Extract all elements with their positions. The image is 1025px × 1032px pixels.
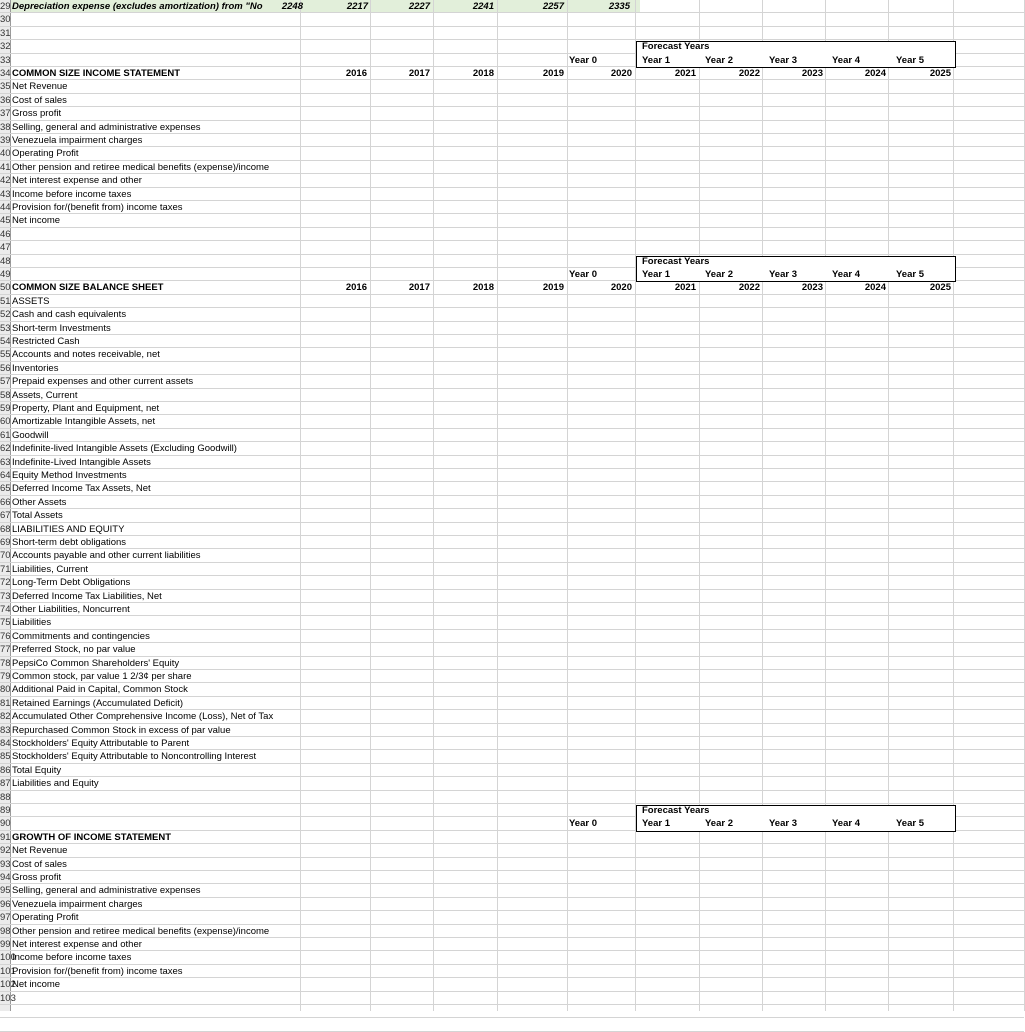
forecast-year-label[interactable]: Year 1	[642, 54, 670, 66]
row-number[interactable]: 29	[0, 1, 11, 12]
row-number[interactable]: 65	[0, 483, 11, 495]
row-number[interactable]: 66	[0, 496, 11, 508]
row-number[interactable]: 31	[0, 27, 11, 39]
column-gridline	[433, 0, 434, 1011]
row-number[interactable]: 58	[0, 389, 11, 401]
line-item-label[interactable]: Repurchased Common Stock in excess of par value	[12, 724, 231, 736]
line-item-label[interactable]: Selling, general and administrative expenses	[12, 885, 201, 897]
row-number[interactable]: 85	[0, 751, 11, 763]
forecast-year-label[interactable]: Year 5	[896, 54, 924, 66]
line-item-label[interactable]: Assets, Current	[12, 389, 78, 401]
row-number[interactable]: 64	[0, 470, 11, 481]
year-header[interactable]: 2019	[542, 68, 564, 79]
row-number[interactable]: 93	[0, 858, 11, 870]
line-item-label[interactable]: Cost of sales	[12, 858, 67, 870]
row-number[interactable]: 48	[0, 255, 11, 267]
line-item-label[interactable]: Accounts payable and other current liabilities	[12, 550, 201, 562]
line-item-label[interactable]: Accounts and notes receivable, net	[12, 349, 160, 361]
row-gridline	[0, 240, 1024, 241]
row-number[interactable]: 74	[0, 604, 11, 615]
depreciation-value[interactable]: 2257	[542, 1, 564, 12]
row-number[interactable]: 84	[0, 738, 11, 749]
row-number[interactable]: 63	[0, 456, 11, 468]
line-item-label[interactable]: Operating Profit	[12, 148, 79, 160]
line-item-label[interactable]: Selling, general and administrative expenses	[12, 121, 201, 133]
row-gridline	[0, 950, 1024, 951]
row-number[interactable]: 62	[0, 443, 11, 455]
row-number[interactable]: 92	[0, 845, 11, 857]
forecast-year-label[interactable]: Year 4	[832, 818, 860, 830]
year-header[interactable]: 2023	[801, 282, 823, 294]
column-gridline	[635, 0, 636, 1011]
year-header[interactable]: 2024	[864, 282, 886, 294]
row-number[interactable]: 69	[0, 537, 11, 548]
year-header[interactable]: 2022	[738, 282, 760, 294]
depreciation-value[interactable]: 2241	[472, 1, 494, 12]
line-item-label[interactable]: Other pension and retiree medical benefits (expense)/income	[12, 161, 270, 173]
row-gridline	[0, 857, 1024, 858]
year-header[interactable]: 2018	[472, 68, 494, 79]
line-item-label[interactable]: Venezuela impairment charges	[12, 898, 143, 910]
row-number[interactable]: 38	[0, 121, 11, 133]
row-number[interactable]: 77	[0, 644, 11, 656]
year-header[interactable]: 2021	[674, 282, 696, 294]
row-number[interactable]: 80	[0, 684, 11, 696]
row-gridline	[0, 468, 1024, 469]
year-header[interactable]: 2022	[738, 68, 760, 79]
line-item-label[interactable]: Equity Method Investments	[12, 470, 127, 481]
row-gridline	[0, 1017, 1024, 1018]
line-item-label[interactable]: Other pension and retiree medical benefits (expense)/income	[12, 925, 270, 937]
line-item-label[interactable]: Cost of sales	[12, 94, 67, 106]
year-header[interactable]: 2021	[674, 68, 696, 79]
year-header[interactable]: 2017	[408, 68, 430, 79]
row-gridline	[0, 910, 1024, 911]
line-item-label[interactable]: Restricted Cash	[12, 336, 80, 347]
line-item-label[interactable]: Deferred Income Tax Liabilities, Net	[12, 590, 162, 602]
row-number[interactable]: 55	[0, 349, 11, 361]
row-number[interactable]: 39	[0, 135, 11, 146]
row-gridline	[0, 187, 1024, 188]
line-item-label[interactable]: Gross profit	[12, 108, 62, 120]
line-item-label[interactable]: Prepaid expenses and other current assets	[12, 376, 194, 388]
row-number[interactable]: 51	[0, 295, 11, 307]
depreciation-label[interactable]: Depreciation expense (excludes amortization) from "No	[12, 1, 263, 12]
line-item-label[interactable]: Provision for/(benefit from) income taxes	[12, 202, 183, 213]
row-number[interactable]: 91	[0, 831, 11, 843]
line-item-label[interactable]: Income before income taxes	[12, 188, 132, 200]
year-header[interactable]: 2016	[345, 282, 367, 294]
column-gridline	[300, 0, 301, 1011]
row-number[interactable]: 89	[0, 805, 11, 816]
line-item-label[interactable]: Total Assets	[12, 510, 63, 522]
row-number[interactable]: 101	[0, 965, 16, 977]
row-gridline	[0, 481, 1024, 482]
line-item-label[interactable]: Total Equity	[12, 764, 62, 776]
row-number[interactable]: 100	[0, 952, 16, 964]
row-number[interactable]: 41	[0, 161, 11, 173]
row-gridline	[0, 870, 1024, 871]
line-item-label[interactable]: Net Revenue	[12, 845, 68, 857]
row-gridline	[0, 254, 1024, 255]
row-gridline	[0, 522, 1024, 523]
line-item-label[interactable]: Venezuela impairment charges	[12, 135, 143, 146]
section-title[interactable]: COMMON SIZE BALANCE SHEET	[12, 282, 164, 294]
year-header[interactable]: 2018	[472, 282, 494, 294]
year-header[interactable]: 2019	[542, 282, 564, 294]
line-item-label[interactable]: ASSETS	[12, 295, 50, 307]
line-item-label[interactable]: Indefinite-Lived Intangible Assets	[12, 456, 151, 468]
year-header[interactable]: 2016	[345, 68, 367, 79]
row-number[interactable]: 32	[0, 41, 11, 53]
forecast-year-label[interactable]: Year 4	[832, 269, 860, 280]
column-gridline	[953, 0, 954, 1011]
line-item-label[interactable]: Other Liabilities, Noncurrent	[12, 604, 130, 615]
row-number[interactable]: 71	[0, 563, 11, 575]
line-item-label[interactable]: Commitments and contingencies	[12, 630, 150, 642]
line-item-label[interactable]: Liabilities and Equity	[12, 778, 99, 790]
row-gridline	[0, 575, 1024, 576]
line-item-label[interactable]: Net interest expense and other	[12, 175, 142, 187]
row-number[interactable]: 75	[0, 617, 11, 629]
line-item-label[interactable]: Long-Term Debt Obligations	[12, 577, 131, 589]
line-item-label[interactable]: Income before income taxes	[12, 952, 132, 964]
row-number[interactable]: 103	[0, 992, 16, 1004]
line-item-label[interactable]: Stockholders' Equity Attributable to Noncontrolling Interest	[12, 751, 257, 763]
year-header[interactable]: 2025	[929, 68, 951, 79]
line-item-label[interactable]: Amortizable Intangible Assets, net	[12, 416, 156, 428]
row-number[interactable]: 34	[0, 68, 11, 79]
line-item-label[interactable]: Operating Profit	[12, 912, 79, 924]
row-number[interactable]: 59	[0, 403, 11, 414]
row-number[interactable]: 53	[0, 322, 11, 334]
year-header[interactable]: 2025	[929, 282, 951, 294]
column-gridline	[888, 0, 889, 1011]
section-title[interactable]: COMMON SIZE INCOME STATEMENT	[12, 68, 181, 79]
line-item-label[interactable]: Preferred Stock, no par value	[12, 644, 136, 656]
depreciation-value[interactable]: 2227	[408, 1, 430, 12]
line-item-label[interactable]: LIABILITIES AND EQUITY	[12, 523, 125, 535]
line-item-label[interactable]: Goodwill	[12, 429, 49, 441]
row-number[interactable]: 68	[0, 523, 11, 535]
line-item-label[interactable]: Liabilities, Current	[12, 563, 89, 575]
row-gridline	[0, 790, 1024, 791]
row-number[interactable]: 35	[0, 81, 11, 93]
row-number[interactable]: 83	[0, 724, 11, 736]
depreciation-value[interactable]: 2217	[346, 1, 368, 12]
row-gridline	[0, 26, 1024, 27]
year-header[interactable]: 2024	[864, 68, 886, 79]
row-number[interactable]: 82	[0, 711, 11, 723]
row-gridline	[0, 1004, 1024, 1005]
line-item-label[interactable]: Other Assets	[12, 496, 67, 508]
line-item-label[interactable]: Stockholders' Equity Attributable to Parent	[12, 738, 190, 749]
row-number[interactable]: 33	[0, 54, 11, 66]
column-gridline	[699, 0, 700, 1011]
forecast-title[interactable]: Forecast Years	[642, 41, 710, 53]
row-gridline	[0, 334, 1024, 335]
row-number[interactable]: 78	[0, 657, 11, 669]
column-gridline	[567, 0, 568, 1011]
row-number[interactable]: 88	[0, 791, 11, 803]
section-title[interactable]: GROWTH OF INCOME STATEMENT	[12, 831, 172, 843]
forecast-year-label[interactable]: Year 4	[832, 54, 860, 66]
line-item-label[interactable]: Short-term debt obligations	[12, 537, 127, 548]
row-number[interactable]: 45	[0, 215, 11, 227]
line-item-label[interactable]: Accumulated Other Comprehensive Income (Loss), Net of Tax	[12, 711, 274, 723]
row-gridline	[0, 508, 1024, 509]
row-number[interactable]: 46	[0, 228, 11, 240]
row-number[interactable]: 52	[0, 309, 11, 321]
row-gridline	[0, 93, 1024, 94]
depreciation-value[interactable]: 2335	[608, 1, 630, 12]
row-number[interactable]: 81	[0, 697, 11, 709]
year-header[interactable]: 2023	[801, 68, 823, 79]
forecast-title[interactable]: Forecast Years	[642, 255, 710, 267]
row-number[interactable]: 37	[0, 108, 11, 120]
forecast-year-label[interactable]: Year 3	[769, 54, 797, 66]
line-item-label[interactable]: Gross profit	[12, 872, 62, 883]
row-number[interactable]: 86	[0, 764, 11, 776]
year-0-label[interactable]: Year 0	[569, 818, 597, 830]
row-number[interactable]: 43	[0, 188, 11, 200]
year-header[interactable]: 2017	[408, 282, 430, 294]
row-number[interactable]: 30	[0, 14, 11, 26]
row-number[interactable]: 57	[0, 376, 11, 388]
forecast-year-label[interactable]: Year 2	[705, 54, 733, 66]
line-item-label[interactable]: Net interest expense and other	[12, 939, 142, 950]
row-number[interactable]: 47	[0, 242, 11, 254]
forecast-title[interactable]: Forecast Years	[642, 805, 710, 816]
row-gridline	[0, 991, 1024, 992]
line-item-label[interactable]: Cash and cash equivalents	[12, 309, 127, 321]
column-gridline	[825, 0, 826, 1011]
row-gridline	[0, 146, 1024, 147]
row-number[interactable]: 72	[0, 577, 11, 589]
row-gridline	[0, 535, 1024, 536]
row-gridline	[0, 803, 1024, 804]
row-gridline	[0, 227, 1024, 228]
row-number[interactable]: 76	[0, 630, 11, 642]
line-item-label[interactable]: Deferred Income Tax Assets, Net	[12, 483, 151, 495]
year-header[interactable]: 2020	[610, 282, 632, 294]
row-number[interactable]: 90	[0, 818, 11, 830]
row-number[interactable]: 56	[0, 362, 11, 374]
line-item-label[interactable]: Indefinite-lived Intangible Assets (Excluding Goodwill)	[12, 443, 237, 455]
row-number[interactable]: 54	[0, 336, 11, 347]
line-item-label[interactable]: Inventories	[12, 362, 59, 374]
forecast-year-label[interactable]: Year 5	[896, 818, 924, 830]
line-item-label[interactable]: Liabilities	[12, 617, 52, 629]
row-gridline	[0, 106, 1024, 107]
column-gridline	[762, 0, 763, 1011]
depreciation-value[interactable]: 2248	[281, 1, 303, 12]
row-number[interactable]: 98	[0, 925, 11, 937]
row-number[interactable]: 61	[0, 429, 11, 441]
line-item-label[interactable]: Additional Paid in Capital, Common Stock	[12, 684, 188, 696]
row-number[interactable]: 40	[0, 148, 11, 160]
row-number[interactable]: 60	[0, 416, 11, 428]
row-number[interactable]: 99	[0, 939, 11, 950]
row-number[interactable]: 42	[0, 175, 11, 187]
row-gridline	[0, 615, 1024, 616]
row-gridline	[0, 776, 1024, 777]
year-header[interactable]: 2020	[610, 68, 632, 79]
row-number[interactable]: 79	[0, 671, 11, 682]
forecast-year-label[interactable]: Year 2	[705, 269, 733, 280]
row-gridline	[0, 495, 1024, 496]
row-number[interactable]: 70	[0, 550, 11, 562]
row-gridline	[0, 39, 1024, 40]
line-item-label[interactable]: Property, Plant and Equipment, net	[12, 403, 160, 414]
line-item-label[interactable]: Common stock, par value 1 2/3¢ per share	[12, 671, 192, 682]
column-gridline	[370, 0, 371, 1011]
row-number[interactable]: 97	[0, 912, 11, 924]
line-item-label[interactable]: Provision for/(benefit from) income taxes	[12, 965, 183, 977]
column-gridline	[497, 0, 498, 1011]
forecast-year-label[interactable]: Year 5	[896, 269, 924, 280]
line-item-label[interactable]: Net income	[12, 215, 61, 227]
row-number[interactable]: 95	[0, 885, 11, 897]
row-gridline	[0, 321, 1024, 322]
row-number[interactable]: 44	[0, 202, 11, 213]
row-number[interactable]: 73	[0, 590, 11, 602]
row-gridline	[0, 307, 1024, 308]
row-number[interactable]: 96	[0, 898, 11, 910]
row-gridline	[0, 642, 1024, 643]
row-number[interactable]: 49	[0, 269, 11, 280]
line-item-label[interactable]: PepsiCo Common Shareholders' Equity	[12, 657, 180, 669]
year-0-label[interactable]: Year 0	[569, 54, 597, 66]
forecast-year-label[interactable]: Year 3	[769, 269, 797, 280]
line-item-label[interactable]: Retained Earnings (Accumulated Deficit)	[12, 697, 184, 709]
line-item-label[interactable]: Short-term Investments	[12, 322, 111, 334]
forecast-year-label[interactable]: Year 3	[769, 818, 797, 830]
row-number[interactable]: 94	[0, 872, 11, 883]
year-0-label[interactable]: Year 0	[569, 269, 597, 280]
row-number[interactable]: 36	[0, 94, 11, 106]
line-item-label[interactable]: Net Revenue	[12, 81, 68, 93]
row-gridline	[0, 629, 1024, 630]
row-number[interactable]: 67	[0, 510, 11, 522]
forecast-year-label[interactable]: Year 1	[642, 269, 670, 280]
row-number[interactable]: 87	[0, 778, 11, 790]
row-number[interactable]: 50	[0, 282, 11, 294]
row-number[interactable]: 102	[0, 979, 16, 991]
forecast-year-label[interactable]: Year 2	[705, 818, 733, 830]
forecast-year-label[interactable]: Year 1	[642, 818, 670, 830]
line-item-label[interactable]: Net income	[12, 979, 61, 991]
